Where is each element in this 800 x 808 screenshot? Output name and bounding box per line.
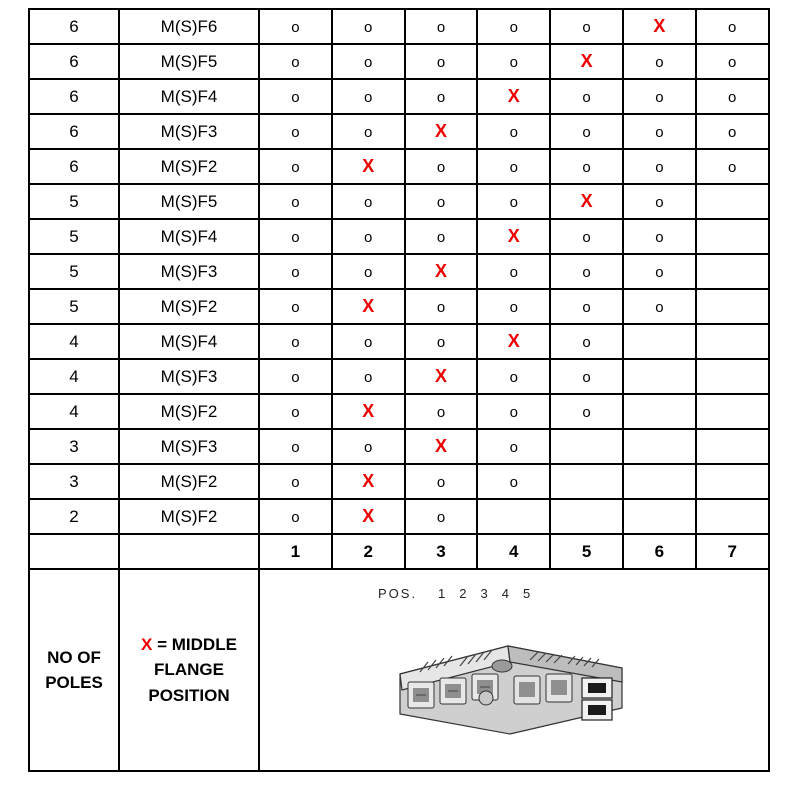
cell-pos-3 bbox=[405, 289, 478, 324]
cell-pos-3 bbox=[405, 324, 478, 359]
cell-pos-2 bbox=[332, 9, 405, 44]
cell-pos-4 bbox=[477, 79, 550, 114]
cell-pos-3 bbox=[405, 184, 478, 219]
cell-pos-5 bbox=[550, 429, 623, 464]
cell-pos-1 bbox=[259, 149, 332, 184]
mark-x: X bbox=[362, 506, 375, 526]
mark-x: X bbox=[507, 226, 520, 246]
cell-pos-6 bbox=[623, 149, 696, 184]
cell-pos-2 bbox=[332, 289, 405, 324]
cell-poles: 4 bbox=[29, 324, 119, 359]
cell-pos-6 bbox=[623, 184, 696, 219]
cell-pos-2 bbox=[332, 324, 405, 359]
mark-o: o bbox=[728, 123, 737, 141]
mark-x: X bbox=[507, 86, 520, 106]
mark-o: o bbox=[582, 18, 591, 36]
mark-o: o bbox=[364, 18, 373, 36]
cell-pos-1 bbox=[259, 464, 332, 499]
cell-pos-6 bbox=[623, 289, 696, 324]
mark-o: o bbox=[582, 403, 591, 421]
cell-pos-7 bbox=[696, 499, 769, 534]
cell-pos-7 bbox=[696, 289, 769, 324]
empty-cell-type bbox=[119, 534, 259, 569]
mark-o: o bbox=[655, 193, 664, 211]
cell-pos-6 bbox=[623, 254, 696, 289]
table-row bbox=[29, 114, 769, 149]
cell-pos-3 bbox=[405, 114, 478, 149]
mark-o: o bbox=[291, 298, 300, 316]
cell-pos-5 bbox=[550, 464, 623, 499]
cell-pos-1 bbox=[259, 289, 332, 324]
position-header-5: 5 bbox=[550, 534, 623, 569]
table-row bbox=[29, 359, 769, 394]
mark-o: o bbox=[728, 53, 737, 71]
cell-pos-1 bbox=[259, 359, 332, 394]
cell-poles: 6 bbox=[29, 44, 119, 79]
cell-pos-3 bbox=[405, 9, 478, 44]
cell-pos-1 bbox=[259, 9, 332, 44]
cell-pos-1 bbox=[259, 219, 332, 254]
cell-poles: 6 bbox=[29, 79, 119, 114]
mark-o: o bbox=[436, 333, 446, 351]
mark-o: o bbox=[291, 18, 300, 36]
cell-poles: 6 bbox=[29, 9, 119, 44]
cell-type: M(S)F2 bbox=[119, 394, 259, 429]
cell-pos-6 bbox=[623, 44, 696, 79]
cell-poles: 5 bbox=[29, 289, 119, 324]
cell-pos-2 bbox=[332, 114, 405, 149]
mark-o: o bbox=[509, 298, 518, 316]
mark-o: o bbox=[582, 333, 591, 351]
terminal-block-connector-illustration bbox=[390, 616, 650, 741]
mark-o: o bbox=[364, 263, 373, 281]
cell-pos-4 bbox=[477, 359, 550, 394]
cell-pos-1 bbox=[259, 324, 332, 359]
legend-middle-line3: POSITION bbox=[148, 685, 230, 705]
cell-poles: 3 bbox=[29, 464, 119, 499]
mark-o: o bbox=[509, 263, 518, 281]
empty-cell-poles bbox=[29, 534, 119, 569]
cell-pos-6 bbox=[623, 359, 696, 394]
mark-x: X bbox=[580, 51, 593, 71]
mark-x: X bbox=[507, 331, 520, 351]
position-header-2: 2 bbox=[332, 534, 405, 569]
mark-x: X bbox=[434, 121, 447, 141]
mark-o: o bbox=[291, 123, 300, 141]
cell-type: M(S)F6 bbox=[119, 9, 259, 44]
cell-type: M(S)F4 bbox=[119, 219, 259, 254]
table-row bbox=[29, 79, 769, 114]
cell-pos-4 bbox=[477, 324, 550, 359]
cell-poles: 5 bbox=[29, 184, 119, 219]
mark-o: o bbox=[655, 123, 664, 141]
mark-o: o bbox=[436, 18, 446, 36]
cell-pos-4 bbox=[477, 394, 550, 429]
cell-pos-2 bbox=[332, 394, 405, 429]
mark-o: o bbox=[655, 158, 664, 176]
cell-poles: 5 bbox=[29, 254, 119, 289]
mark-o: o bbox=[291, 53, 300, 71]
cell-pos-4 bbox=[477, 464, 550, 499]
cell-poles: 4 bbox=[29, 394, 119, 429]
table-row bbox=[29, 289, 769, 324]
mark-o: o bbox=[436, 158, 446, 176]
cell-pos-6 bbox=[623, 499, 696, 534]
mark-o: o bbox=[291, 88, 300, 106]
cell-pos-2 bbox=[332, 184, 405, 219]
cell-pos-6 bbox=[623, 394, 696, 429]
cell-type: M(S)F3 bbox=[119, 254, 259, 289]
mark-o: o bbox=[291, 333, 300, 351]
mark-o: o bbox=[582, 298, 591, 316]
cell-pos-4 bbox=[477, 9, 550, 44]
figure-pos-numbers bbox=[438, 586, 544, 601]
figure-pos-number-2: 2 bbox=[459, 586, 467, 601]
mark-o: o bbox=[364, 228, 373, 246]
cell-pos-2 bbox=[332, 429, 405, 464]
legend-poles-line1: NO OF bbox=[47, 647, 101, 667]
mark-o: o bbox=[509, 18, 518, 36]
mark-o: o bbox=[509, 123, 518, 141]
cell-pos-3 bbox=[405, 429, 478, 464]
cell-pos-7 bbox=[696, 359, 769, 394]
cell-pos-7 bbox=[696, 114, 769, 149]
cell-pos-6 bbox=[623, 114, 696, 149]
cell-pos-1 bbox=[259, 429, 332, 464]
cell-pos-7 bbox=[696, 79, 769, 114]
cell-pos-5 bbox=[550, 114, 623, 149]
cell-pos-6 bbox=[623, 429, 696, 464]
flange-position-matrix bbox=[28, 8, 770, 772]
mark-x: X bbox=[434, 366, 447, 386]
cell-type: M(S)F4 bbox=[119, 324, 259, 359]
mark-o: o bbox=[291, 438, 300, 456]
cell-pos-2 bbox=[332, 44, 405, 79]
cell-pos-7 bbox=[696, 149, 769, 184]
cell-pos-1 bbox=[259, 184, 332, 219]
mark-o: o bbox=[291, 228, 300, 246]
mark-o: o bbox=[582, 263, 591, 281]
cell-type: M(S)F3 bbox=[119, 429, 259, 464]
connector-figure-cell bbox=[259, 569, 769, 771]
mark-o: o bbox=[509, 473, 518, 491]
cell-pos-4 bbox=[477, 289, 550, 324]
cell-pos-7 bbox=[696, 324, 769, 359]
mark-o: o bbox=[291, 158, 300, 176]
table-row bbox=[29, 394, 769, 429]
cell-pos-5 bbox=[550, 219, 623, 254]
mark-o: o bbox=[728, 88, 737, 106]
mark-o: o bbox=[582, 88, 591, 106]
cell-pos-3 bbox=[405, 394, 478, 429]
mark-x: X bbox=[434, 261, 447, 281]
cell-pos-2 bbox=[332, 149, 405, 184]
position-header-1: 1 bbox=[259, 534, 332, 569]
mark-o: o bbox=[364, 88, 373, 106]
mark-o: o bbox=[364, 53, 373, 71]
cell-pos-5 bbox=[550, 289, 623, 324]
cell-pos-3 bbox=[405, 149, 478, 184]
legend-x-symbol: X bbox=[141, 634, 153, 654]
cell-pos-1 bbox=[259, 44, 332, 79]
mark-o: o bbox=[509, 368, 518, 386]
position-header-7: 7 bbox=[696, 534, 769, 569]
legend-middle-line1 bbox=[120, 632, 258, 658]
cell-pos-5 bbox=[550, 254, 623, 289]
cell-pos-5 bbox=[550, 149, 623, 184]
mark-o: o bbox=[436, 403, 446, 421]
mark-o: o bbox=[291, 368, 300, 386]
mark-o: o bbox=[509, 53, 518, 71]
cell-poles: 4 bbox=[29, 359, 119, 394]
legend-middle-text: = MIDDLE bbox=[152, 634, 237, 654]
mark-o: o bbox=[364, 333, 373, 351]
cell-pos-3 bbox=[405, 359, 478, 394]
mark-o: o bbox=[436, 193, 446, 211]
cell-pos-2 bbox=[332, 219, 405, 254]
table-row bbox=[29, 9, 769, 44]
cell-pos-5 bbox=[550, 394, 623, 429]
table-row bbox=[29, 499, 769, 534]
cell-poles: 6 bbox=[29, 114, 119, 149]
cell-pos-4 bbox=[477, 254, 550, 289]
position-header-3: 3 bbox=[405, 534, 478, 569]
cell-pos-2 bbox=[332, 79, 405, 114]
legend-middle-flange bbox=[119, 569, 259, 771]
mark-o: o bbox=[509, 403, 518, 421]
cell-pos-7 bbox=[696, 464, 769, 499]
table-row bbox=[29, 324, 769, 359]
cell-pos-2 bbox=[332, 254, 405, 289]
cell-poles: 6 bbox=[29, 149, 119, 184]
cell-pos-7 bbox=[696, 44, 769, 79]
cell-pos-3 bbox=[405, 79, 478, 114]
cell-pos-1 bbox=[259, 114, 332, 149]
mark-x: X bbox=[362, 296, 375, 316]
position-header-row bbox=[29, 534, 769, 569]
cell-pos-6 bbox=[623, 219, 696, 254]
mark-o: o bbox=[582, 368, 591, 386]
mark-o: o bbox=[509, 438, 518, 456]
matrix-body bbox=[29, 9, 769, 771]
cell-pos-3 bbox=[405, 499, 478, 534]
table-row bbox=[29, 464, 769, 499]
mark-x: X bbox=[362, 471, 375, 491]
mark-o: o bbox=[291, 473, 300, 491]
cell-pos-6 bbox=[623, 464, 696, 499]
cell-poles: 5 bbox=[29, 219, 119, 254]
cell-pos-4 bbox=[477, 219, 550, 254]
cell-pos-6 bbox=[623, 324, 696, 359]
mark-o: o bbox=[655, 88, 664, 106]
cell-type: M(S)F4 bbox=[119, 79, 259, 114]
cell-pos-5 bbox=[550, 184, 623, 219]
cell-pos-4 bbox=[477, 44, 550, 79]
figure-pos-label: POS. bbox=[378, 586, 418, 601]
mark-o: o bbox=[582, 228, 591, 246]
cell-pos-7 bbox=[696, 394, 769, 429]
cell-pos-5 bbox=[550, 324, 623, 359]
mark-o: o bbox=[509, 193, 518, 211]
table-row bbox=[29, 254, 769, 289]
cell-pos-3 bbox=[405, 44, 478, 79]
legend-figure-row bbox=[29, 569, 769, 771]
cell-type: M(S)F3 bbox=[119, 114, 259, 149]
cell-pos-1 bbox=[259, 499, 332, 534]
cell-pos-4 bbox=[477, 499, 550, 534]
cell-pos-1 bbox=[259, 394, 332, 429]
cell-pos-7 bbox=[696, 184, 769, 219]
table-row bbox=[29, 219, 769, 254]
mark-o: o bbox=[655, 298, 664, 316]
mark-o: o bbox=[655, 228, 664, 246]
mark-x: X bbox=[434, 436, 447, 456]
figure-pos-number-4: 4 bbox=[501, 586, 509, 601]
figure-pos-number-5: 5 bbox=[522, 586, 531, 601]
figure-wrapper bbox=[260, 570, 768, 770]
mark-o: o bbox=[291, 193, 300, 211]
mark-x: X bbox=[653, 16, 666, 36]
cell-pos-1 bbox=[259, 79, 332, 114]
mark-o: o bbox=[364, 193, 373, 211]
cell-pos-5 bbox=[550, 9, 623, 44]
cell-pos-7 bbox=[696, 219, 769, 254]
cell-pos-2 bbox=[332, 499, 405, 534]
mark-o: o bbox=[436, 508, 446, 526]
cell-pos-4 bbox=[477, 184, 550, 219]
cell-pos-4 bbox=[477, 429, 550, 464]
cell-type: M(S)F3 bbox=[119, 359, 259, 394]
cell-type: M(S)F5 bbox=[119, 44, 259, 79]
table-row bbox=[29, 429, 769, 464]
legend-middle-line2: FLANGE bbox=[154, 660, 224, 680]
cell-poles: 3 bbox=[29, 429, 119, 464]
mark-x: X bbox=[362, 401, 375, 421]
mark-o: o bbox=[655, 263, 664, 281]
cell-type: M(S)F2 bbox=[119, 464, 259, 499]
cell-pos-4 bbox=[477, 149, 550, 184]
mark-o: o bbox=[364, 123, 373, 141]
mark-o: o bbox=[436, 473, 446, 491]
mark-o: o bbox=[582, 123, 591, 141]
table-row bbox=[29, 184, 769, 219]
cell-type: M(S)F2 bbox=[119, 499, 259, 534]
position-header-4: 4 bbox=[477, 534, 550, 569]
cell-pos-6 bbox=[623, 9, 696, 44]
cell-pos-5 bbox=[550, 499, 623, 534]
cell-type: M(S)F5 bbox=[119, 184, 259, 219]
cell-pos-7 bbox=[696, 254, 769, 289]
mark-x: X bbox=[362, 156, 375, 176]
table-row bbox=[29, 149, 769, 184]
mark-x: X bbox=[580, 191, 593, 211]
mark-o: o bbox=[291, 263, 300, 281]
mark-o: o bbox=[436, 298, 446, 316]
cell-pos-5 bbox=[550, 359, 623, 394]
cell-pos-3 bbox=[405, 219, 478, 254]
mark-o: o bbox=[291, 508, 300, 526]
cell-pos-3 bbox=[405, 464, 478, 499]
legend-no-of-poles bbox=[29, 569, 119, 771]
mark-o: o bbox=[364, 368, 373, 386]
figure-pos-number-3: 3 bbox=[480, 586, 488, 601]
cell-pos-6 bbox=[623, 79, 696, 114]
cell-pos-1 bbox=[259, 254, 332, 289]
cell-pos-2 bbox=[332, 464, 405, 499]
cell-pos-3 bbox=[405, 254, 478, 289]
position-header-6: 6 bbox=[623, 534, 696, 569]
mark-o: o bbox=[655, 53, 664, 71]
mark-o: o bbox=[364, 438, 373, 456]
cell-type: M(S)F2 bbox=[119, 149, 259, 184]
mark-o: o bbox=[436, 53, 446, 71]
datasheet-page bbox=[0, 8, 800, 808]
figure-pos-number-1: 1 bbox=[438, 586, 446, 601]
cell-pos-7 bbox=[696, 9, 769, 44]
cell-pos-5 bbox=[550, 44, 623, 79]
table-row bbox=[29, 44, 769, 79]
cell-pos-5 bbox=[550, 79, 623, 114]
legend-poles-line2: POLES bbox=[45, 673, 103, 692]
cell-type: M(S)F2 bbox=[119, 289, 259, 324]
cell-pos-2 bbox=[332, 359, 405, 394]
mark-o: o bbox=[509, 158, 518, 176]
mark-o: o bbox=[582, 158, 591, 176]
mark-o: o bbox=[436, 88, 446, 106]
mark-o: o bbox=[728, 18, 737, 36]
mark-o: o bbox=[436, 228, 446, 246]
mark-o: o bbox=[728, 158, 737, 176]
mark-o: o bbox=[291, 403, 300, 421]
cell-poles: 2 bbox=[29, 499, 119, 534]
cell-pos-4 bbox=[477, 114, 550, 149]
cell-pos-7 bbox=[696, 429, 769, 464]
